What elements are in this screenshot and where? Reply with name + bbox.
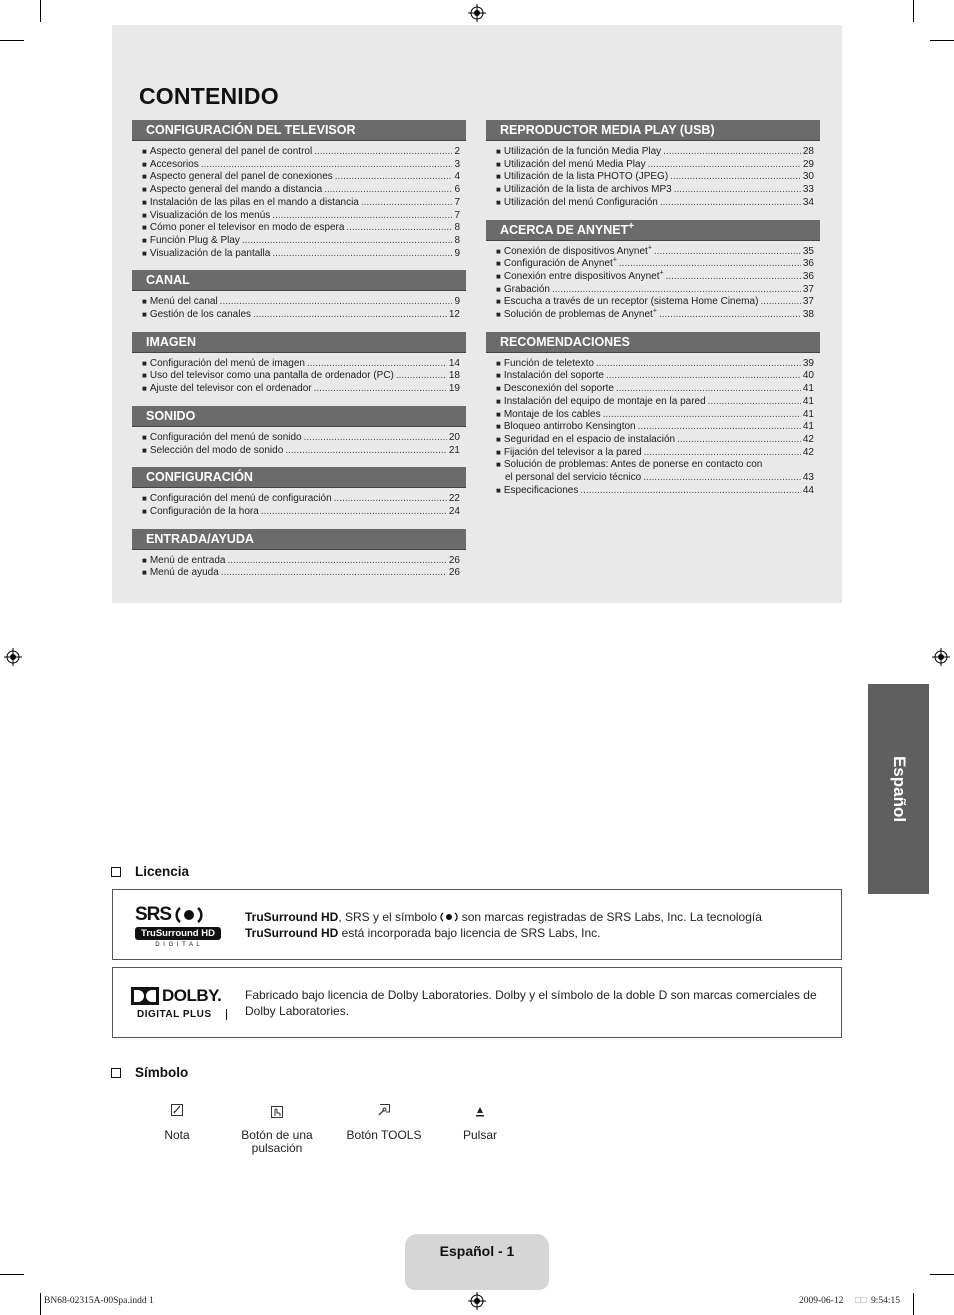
toc-entry[interactable]: ■ Utilización del menú Configuración ..... 34 bbox=[496, 197, 814, 210]
toc-page-number: 42 bbox=[802, 433, 814, 445]
square-bullet-icon: ■ bbox=[496, 358, 501, 368]
square-bullet-icon: ■ bbox=[142, 235, 147, 245]
toc-section bbox=[132, 120, 466, 262]
square-bullet-icon: ■ bbox=[142, 159, 147, 169]
toc-section-heading: ENTRADA/AYUDA bbox=[132, 529, 466, 550]
print-time: 9:54:15 bbox=[871, 1296, 901, 1306]
tools-icon bbox=[377, 1103, 391, 1117]
toc-page-number: 41 bbox=[802, 383, 814, 395]
square-bullet-icon: ■ bbox=[496, 434, 501, 444]
toc-section-heading: CONFIGURACIÓN DEL TELEVISOR bbox=[132, 120, 466, 141]
page-number-tab bbox=[405, 1234, 549, 1290]
toc-entry[interactable]: ■ Aspecto general del panel de conexiones ..... 4 bbox=[142, 171, 460, 184]
toc-section bbox=[132, 529, 466, 582]
toc-page-number: 8 bbox=[454, 234, 460, 246]
square-bullet-icon: ■ bbox=[496, 297, 501, 307]
toc-entry[interactable]: ■ Gestión de los canales ..... 12 bbox=[142, 309, 460, 322]
toc-page-number: 33 bbox=[802, 184, 814, 196]
symbol-tools-label: Botón TOOLS bbox=[346, 1128, 422, 1142]
toc-entry[interactable]: ■ Desconexión del soporte ..... 41 bbox=[496, 383, 814, 396]
toc-entry[interactable]: ■ Utilización del menú Media Play ..... 29 bbox=[496, 159, 814, 172]
toc-entry[interactable]: ■ Aspecto general del mando a distancia ..... 6 bbox=[142, 184, 460, 197]
toc-page-number: 40 bbox=[802, 370, 814, 382]
toc-page-number: 30 bbox=[802, 171, 814, 183]
toc-page-number: 3 bbox=[454, 158, 460, 170]
simbolo-heading-label: Símbolo bbox=[135, 1065, 189, 1080]
toc-page-number: 6 bbox=[454, 184, 460, 196]
toc-page-number: 9 bbox=[454, 247, 460, 259]
toc-entry[interactable]: ■ Utilización de la función Media Play ..... 28 bbox=[496, 146, 814, 159]
checkbox-bullet-icon bbox=[111, 867, 121, 877]
registration-mark-icon bbox=[468, 1292, 486, 1310]
toc-column-left bbox=[132, 120, 466, 590]
dolby-logo bbox=[131, 986, 229, 1020]
square-bullet-icon: ■ bbox=[496, 197, 501, 207]
toc-panel bbox=[112, 25, 842, 603]
toc-page-number: 19 bbox=[448, 383, 460, 395]
checkbox-bullet-icon bbox=[111, 1068, 121, 1078]
srs-symbol-inline-icon bbox=[440, 912, 458, 922]
square-bullet-icon: ■ bbox=[142, 172, 147, 182]
square-bullet-icon: ■ bbox=[496, 159, 501, 169]
toc-entry[interactable]: ■ Configuración del menú de sonido ..... 20 bbox=[142, 432, 460, 445]
toc-entry[interactable]: ■ Función de teletexto ..... 39 bbox=[496, 358, 814, 371]
toc-page-number: 34 bbox=[802, 196, 814, 208]
toc-entry[interactable]: ■ Configuración de Anynet+ ..... 36 bbox=[496, 258, 814, 271]
srs-logo-trusurround: TruSurround HD bbox=[135, 927, 221, 940]
square-bullet-icon: ■ bbox=[142, 197, 147, 207]
square-bullet-icon: ■ bbox=[142, 384, 147, 394]
srs-logo bbox=[135, 904, 225, 948]
toc-page-number: 26 bbox=[448, 567, 460, 579]
square-bullet-icon: ■ bbox=[496, 485, 501, 495]
square-bullet-icon: ■ bbox=[142, 210, 147, 220]
square-bullet-icon: ■ bbox=[496, 246, 501, 256]
dolby-license-text: Fabricado bajo licencia de Dolby Laboratories. Dolby y el símbolo de la doble D son marcas comerciales de Dolby Laboratories. bbox=[245, 988, 817, 1018]
square-bullet-icon: ■ bbox=[142, 297, 147, 307]
square-bullet-icon: ■ bbox=[496, 422, 501, 432]
square-bullet-icon: ■ bbox=[142, 445, 147, 455]
toc-page-number: 38 bbox=[802, 309, 814, 321]
toc-entry[interactable]: ■ Conexión de dispositivos Anynet+ ..... 35 bbox=[496, 246, 814, 259]
toc-section-heading: CONFIGURACIÓN bbox=[132, 467, 466, 488]
symbol-one-touch bbox=[232, 1105, 322, 1155]
square-bullet-icon: ■ bbox=[496, 147, 501, 156]
toc-section-heading: REPRODUCTOR MEDIA PLAY (USB) bbox=[486, 120, 820, 141]
licencia-heading bbox=[111, 864, 189, 879]
toc-section bbox=[486, 220, 820, 324]
srs-logo-digital: D I G I T A L bbox=[155, 942, 201, 948]
toc-page-number: 12 bbox=[448, 309, 460, 321]
toc-entry[interactable]: ■ Ajuste del televisor con el ordenador ..... 19 bbox=[142, 383, 460, 396]
language-side-tab bbox=[868, 684, 929, 894]
toc-entry[interactable]: ■ Cómo poner el televisor en modo de espera ..... 8 bbox=[142, 222, 460, 235]
toc-page-number: 29 bbox=[802, 158, 814, 170]
print-file-info: BN68-02315A-00Spa.indd 1 bbox=[44, 1296, 154, 1306]
crop-mark bbox=[0, 40, 24, 41]
toc-page-number: 43 bbox=[802, 472, 814, 484]
square-bullet-icon: ■ bbox=[496, 384, 501, 394]
square-bullet-icon: ■ bbox=[142, 432, 147, 442]
crop-mark bbox=[930, 40, 954, 41]
toc-entry[interactable]: ■ Solución de problemas: Antes de ponerse en contacto con el personal del servicio técnico ..... 43 bbox=[496, 459, 814, 484]
page-title: CONTENIDO bbox=[139, 83, 279, 109]
square-bullet-icon: ■ bbox=[496, 271, 501, 281]
square-bullet-icon: ■ bbox=[496, 447, 501, 457]
toc-entry[interactable]: ■ Utilización de la lista de archivos MP3 ..... 33 bbox=[496, 184, 814, 197]
square-bullet-icon: ■ bbox=[142, 506, 147, 516]
square-bullet-icon: ■ bbox=[142, 494, 147, 504]
toc-entry[interactable]: ■ Función Plug & Play ..... 8 bbox=[142, 235, 460, 248]
toc-page-number: 41 bbox=[802, 408, 814, 420]
toc-page-number: 20 bbox=[448, 431, 460, 443]
print-date: 2009-06-12 bbox=[799, 1296, 844, 1306]
symbol-note-label: Nota bbox=[164, 1128, 190, 1142]
toc-section-heading: CANAL bbox=[132, 270, 466, 291]
toc-section bbox=[132, 270, 466, 323]
toc-page-number: 24 bbox=[448, 505, 460, 517]
registration-mark-icon bbox=[468, 4, 486, 22]
toc-entry[interactable]: ■ Bloqueo antirrobo Kensington ..... 41 bbox=[496, 421, 814, 434]
toc-entry[interactable]: ■ Menú del canal ..... 9 bbox=[142, 296, 460, 309]
toc-entry[interactable]: ■ Seguridad en el espacio de instalación ..... 42 bbox=[496, 434, 814, 447]
toc-page-number: 37 bbox=[802, 283, 814, 295]
toc-page-number: 14 bbox=[448, 357, 460, 369]
toc-section bbox=[132, 406, 466, 459]
toc-entry[interactable]: ■ Configuración del menú de imagen ..... 14 bbox=[142, 358, 460, 371]
toc-page-number: 4 bbox=[454, 171, 460, 183]
dolby-logo-text: DOLBY. bbox=[162, 986, 222, 1005]
square-bullet-icon: ■ bbox=[496, 460, 501, 470]
toc-page-number: 21 bbox=[448, 444, 460, 456]
one-touch-icon bbox=[270, 1105, 284, 1119]
toc-entry[interactable]: ■ Conexión entre dispositivos Anynet+ ..... 36 bbox=[496, 271, 814, 284]
symbol-tools bbox=[340, 1103, 428, 1142]
square-bullet-icon: ■ bbox=[496, 185, 501, 195]
simbolo-heading bbox=[111, 1065, 188, 1080]
toc-entry[interactable]: ■ Menú de ayuda ..... 26 bbox=[142, 567, 460, 580]
language-side-tab-label: Español bbox=[889, 755, 909, 823]
toc-entry[interactable]: ■ Instalación del soporte ..... 40 bbox=[496, 370, 814, 383]
dolby-license-box bbox=[112, 967, 842, 1038]
toc-entry[interactable]: ■ Configuración de la hora ..... 24 bbox=[142, 506, 460, 519]
registration-mark-icon bbox=[932, 648, 950, 666]
square-bullet-icon: ■ bbox=[496, 409, 501, 419]
press-icon bbox=[474, 1103, 486, 1119]
toc-entry[interactable]: ■ Visualización de los menús ..... 7 bbox=[142, 210, 460, 223]
square-bullet-icon: ■ bbox=[496, 172, 501, 182]
square-bullet-icon: ■ bbox=[142, 358, 147, 368]
licencia-heading-label: Licencia bbox=[135, 864, 190, 879]
toc-section bbox=[132, 332, 466, 398]
toc-section bbox=[486, 332, 820, 500]
toc-entry[interactable]: ■ Menú de entrada ..... 26 bbox=[142, 555, 460, 568]
toc-entry[interactable]: ■ Escucha a través de un receptor (sistema Home Cinema) ..... 37 bbox=[496, 296, 814, 309]
toc-section bbox=[486, 120, 820, 212]
registration-mark-icon bbox=[4, 648, 22, 666]
toc-page-number: 44 bbox=[802, 484, 814, 496]
square-bullet-icon: ■ bbox=[496, 259, 501, 269]
toc-page-number: 9 bbox=[454, 296, 460, 308]
square-bullet-icon: ■ bbox=[142, 371, 147, 381]
toc-entry[interactable]: ■ Fijación del televisor a la pared ..... 42 bbox=[496, 447, 814, 460]
square-bullet-icon: ■ bbox=[496, 396, 501, 406]
toc-entry[interactable]: ■ Instalación del equipo de montaje en la pared ..... 41 bbox=[496, 396, 814, 409]
square-bullet-icon: ■ bbox=[142, 147, 147, 156]
toc-page-number: 35 bbox=[802, 245, 814, 257]
toc-page-number: 36 bbox=[802, 258, 814, 270]
toc-page-number: 7 bbox=[454, 196, 460, 208]
toc-section-heading: RECOMENDACIONES bbox=[486, 332, 820, 353]
toc-page-number: 18 bbox=[448, 370, 460, 382]
toc-entry[interactable]: ■ Solución de problemas de Anynet+ ..... 38 bbox=[496, 309, 814, 322]
print-unprintable-glyphs: □□ bbox=[855, 1296, 867, 1306]
toc-page-number: 42 bbox=[802, 446, 814, 458]
symbol-one-touch-label: Botón de una pulsación bbox=[241, 1128, 313, 1155]
square-bullet-icon: ■ bbox=[142, 185, 147, 195]
toc-page-number: 7 bbox=[454, 209, 460, 221]
srs-symbol-icon bbox=[174, 906, 204, 924]
note-icon bbox=[170, 1103, 184, 1117]
toc-page-number: 28 bbox=[802, 146, 814, 157]
crop-mark bbox=[40, 0, 41, 22]
toc-page-number: 39 bbox=[802, 357, 814, 369]
dolby-logo-digital-plus: DIGITAL PLUS bbox=[131, 1009, 227, 1020]
crop-mark bbox=[40, 1293, 41, 1315]
toc-entry[interactable]: ■ Accesorios ..... 3 bbox=[142, 159, 460, 172]
toc-entry[interactable]: ■ Aspecto general del panel de control ..... 2 bbox=[142, 146, 460, 159]
srs-license-box bbox=[112, 889, 842, 960]
square-bullet-icon: ■ bbox=[142, 555, 147, 565]
toc-page-number: 37 bbox=[802, 296, 814, 308]
crop-mark bbox=[0, 1274, 24, 1275]
dolby-double-d-icon bbox=[131, 987, 159, 1005]
srs-license-text: TruSurround HD, SRS y el símbolo son marcas registradas de SRS Labs, Inc. La tecnología TruSurround HD está incorporada bajo licencia de SRS Labs, Inc. bbox=[245, 910, 762, 940]
square-bullet-icon: ■ bbox=[142, 248, 147, 258]
symbol-press-label: Pulsar bbox=[462, 1128, 497, 1142]
toc-entry[interactable]: ■ Especificaciones ..... 44 bbox=[496, 485, 814, 498]
toc-page-number: 26 bbox=[448, 554, 460, 566]
toc-entry[interactable]: ■ Visualización de la pantalla ..... 9 bbox=[142, 248, 460, 261]
toc-page-number: 22 bbox=[448, 493, 460, 505]
toc-entry[interactable]: ■ Uso del televisor como una pantalla de ordenador (PC) ..... 18 bbox=[142, 370, 460, 383]
toc-section-heading: SONIDO bbox=[132, 406, 466, 427]
toc-section-heading: IMAGEN bbox=[132, 332, 466, 353]
toc-page-number: 2 bbox=[454, 146, 460, 157]
symbol-press bbox=[455, 1103, 505, 1142]
crop-mark bbox=[930, 1274, 954, 1275]
symbol-note bbox=[147, 1103, 207, 1142]
toc-entry[interactable]: ■ Instalación de las pilas en el mando a distancia ..... 7 bbox=[142, 197, 460, 210]
page-number-label: Español - 1 bbox=[439, 1243, 515, 1259]
toc-page-number: 41 bbox=[802, 395, 814, 407]
crop-mark bbox=[913, 0, 914, 22]
toc-page-number: 41 bbox=[802, 421, 814, 433]
toc-entry[interactable]: ■ Selección del modo de sonido ..... 21 bbox=[142, 445, 460, 458]
square-bullet-icon: ■ bbox=[496, 284, 501, 294]
toc-entry[interactable]: ■ Grabación ..... 37 bbox=[496, 284, 814, 297]
square-bullet-icon: ■ bbox=[142, 223, 147, 233]
square-bullet-icon: ■ bbox=[142, 310, 147, 320]
crop-mark bbox=[913, 1293, 914, 1315]
toc-section bbox=[132, 467, 466, 520]
square-bullet-icon: ■ bbox=[496, 371, 501, 381]
toc-column-right bbox=[486, 120, 820, 507]
toc-section-heading: ACERCA DE ANYNET+ bbox=[486, 220, 820, 241]
srs-logo-text: SRS bbox=[135, 904, 172, 925]
toc-page-number: 36 bbox=[802, 270, 814, 282]
toc-entry[interactable]: ■ Configuración del menú de configuración ..... 22 bbox=[142, 493, 460, 506]
square-bullet-icon: ■ bbox=[496, 310, 501, 320]
toc-entry[interactable]: ■ Utilización de la lista PHOTO (JPEG) ..... 30 bbox=[496, 171, 814, 184]
toc-entry[interactable]: ■ Montaje de los cables ..... 41 bbox=[496, 409, 814, 422]
toc-page-number: 8 bbox=[454, 222, 460, 234]
square-bullet-icon: ■ bbox=[142, 568, 147, 578]
